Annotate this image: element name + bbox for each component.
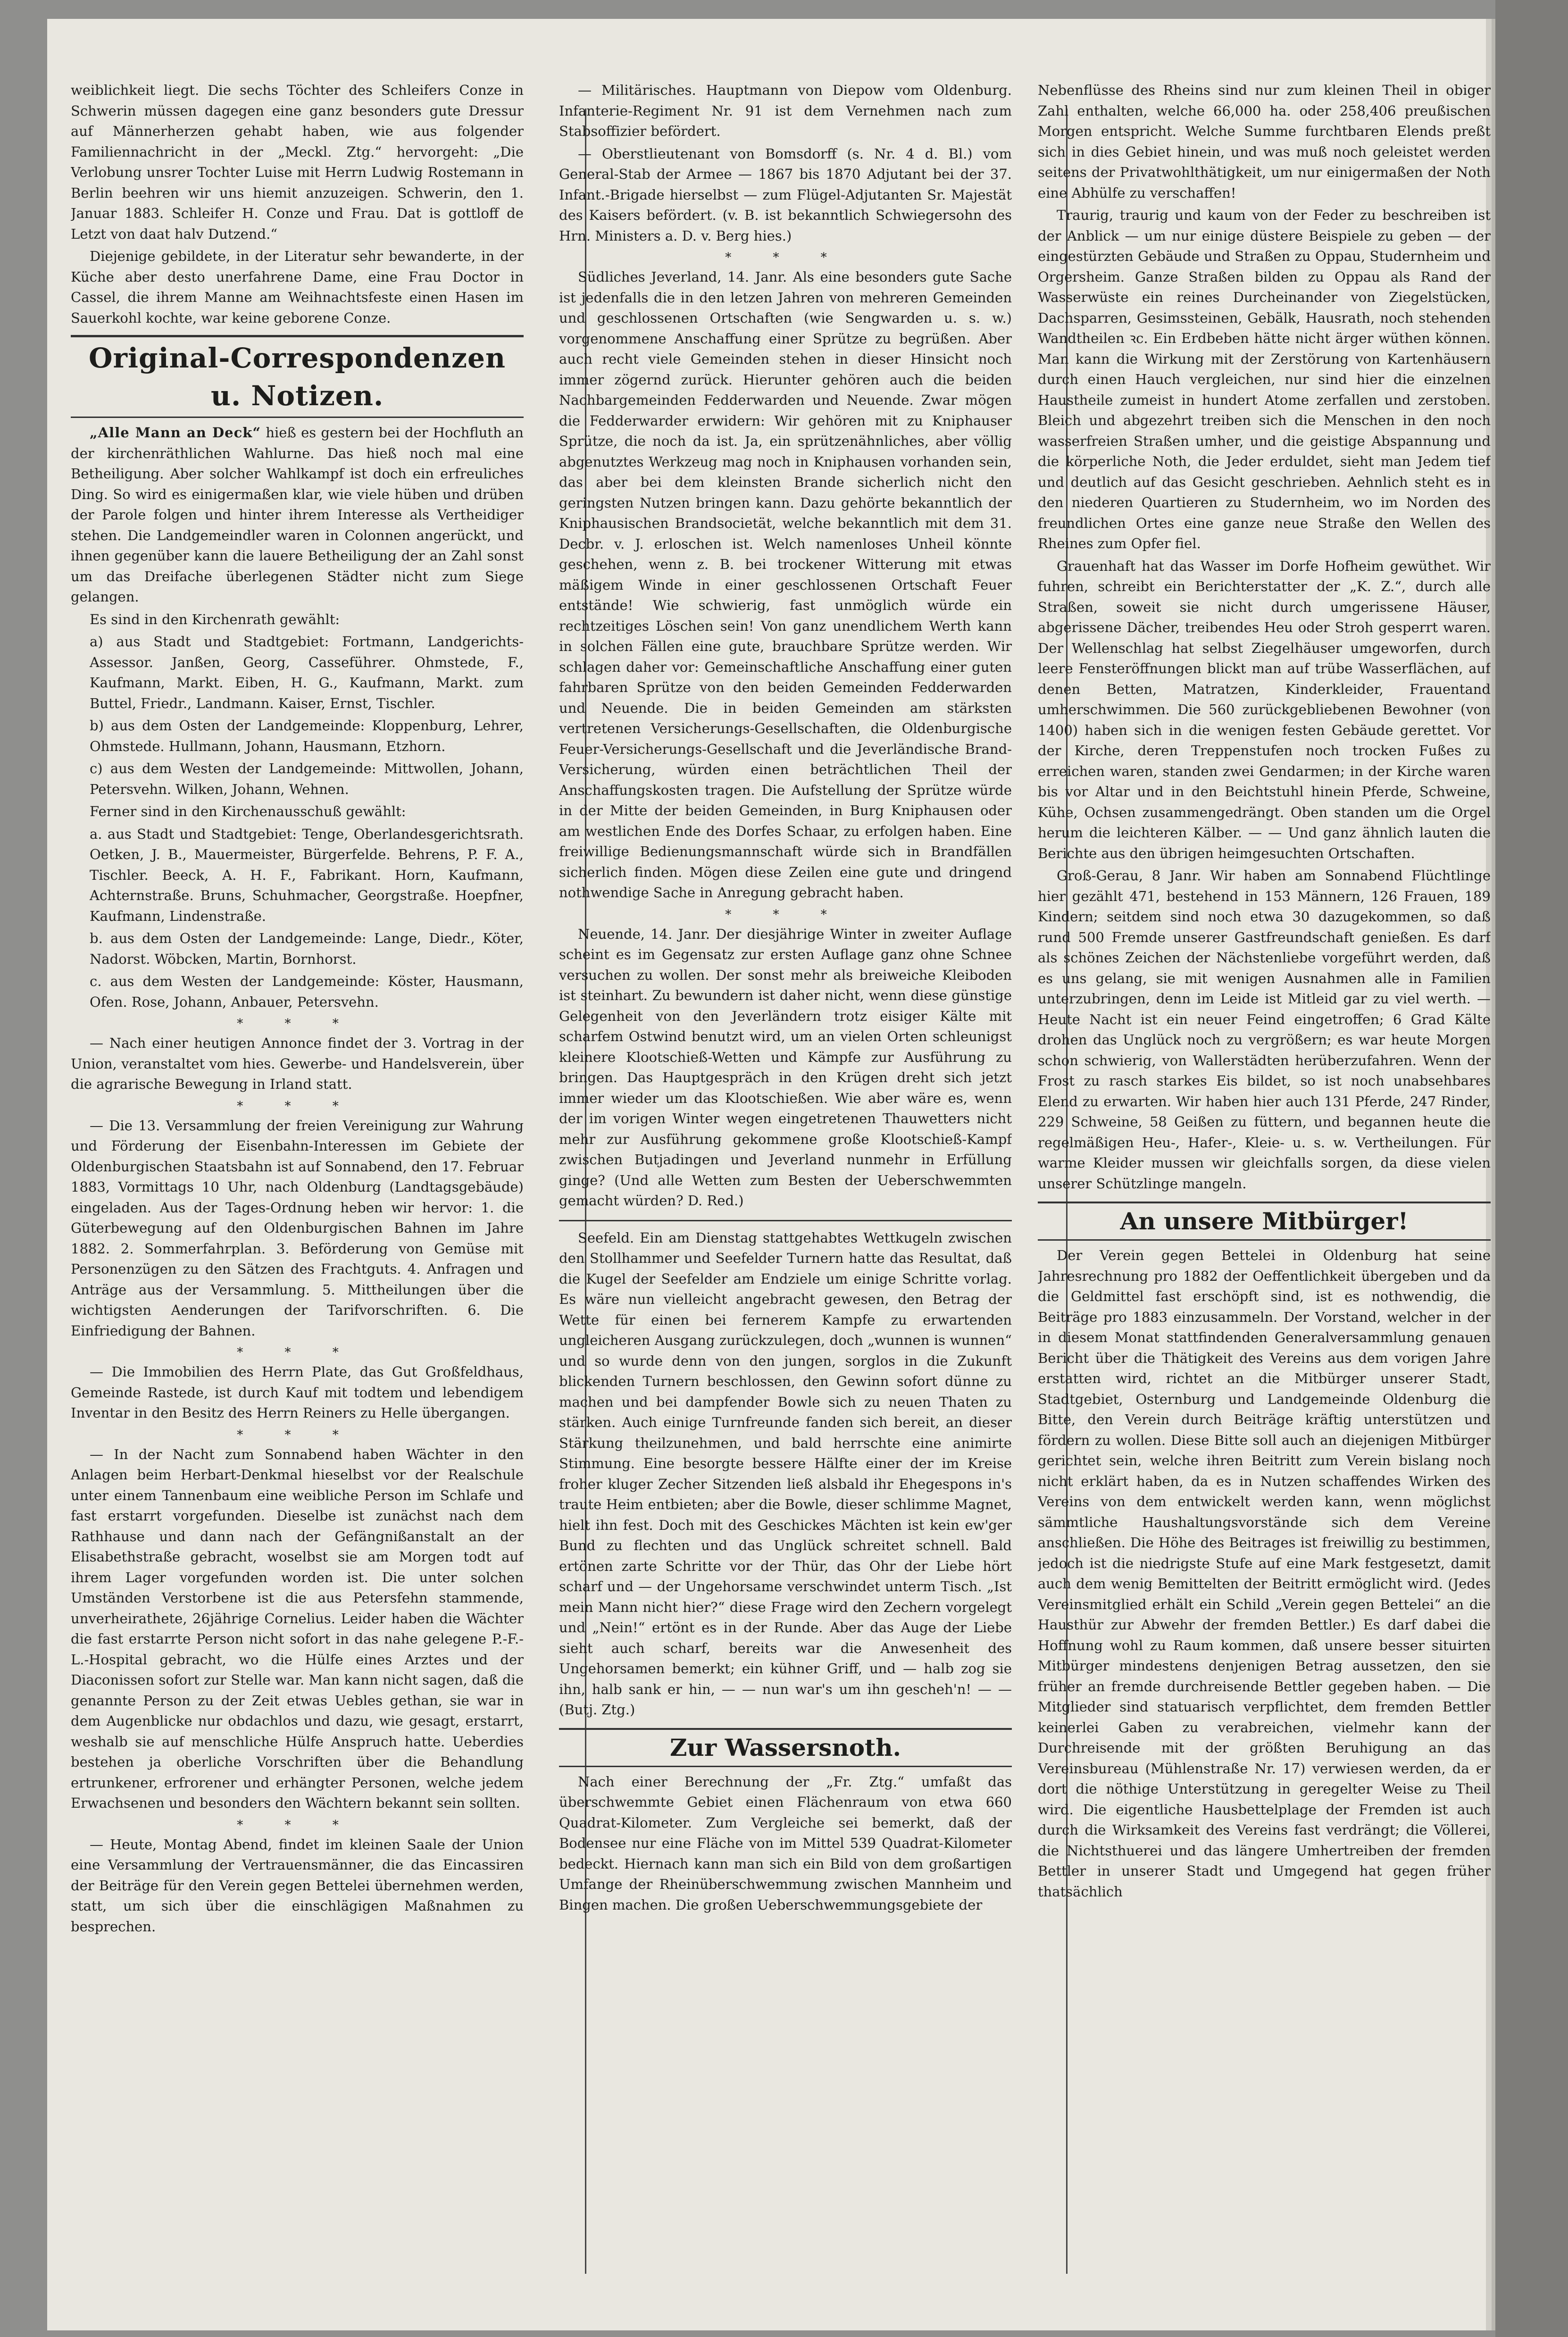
article-wahl-body: hieß es gestern bei der Hochfluth an der kirchenräthlichen Wahlurne. Das hieß noch mal eine Betheiligung. Aber solcher Wahlkampf ist doch ein erfreuliches Ding. So wird es einigermaßen klar, wie viele hüben und drüben der Parole folgen und hinter ihrem Interesse als Vertheidiger stehen. Die Landgemeindler waren in Colonnen angerückt, und ihnen gegenüber kann die lauere Betheiligung der an Zahl sonst um das Dreifache überlegenen Städter nicht zum Siege gelangen.	[71, 425, 524, 605]
article-immobilien: — Die Immobilien des Herrn Plate, das Gut Großfeldhaus, Gemeinde Rastede, ist durch Kauf mit todtem und lebendigem Inventar in den Besitz des Herrn Reiners zu Helle übergangen.	[71, 1364, 524, 1421]
article-conze-text-2: Diejenige gebildete, in der Literatur sehr bewanderte, in der Küche aber desto unerfahrene Dame, eine Frau Doctor in Cassel, die ihrem Manne am Weihnachtsfeste einen Hasen im Sauerkohl kochte, war keine geborene Conze.	[71, 248, 524, 326]
article-seefeld: Seefeld. Ein am Dienstag stattgehabtes Wettkugeln zwischen den Stollhammer und Seefelder Turnern hatte das Resultat, daß die Kugel der Seefelder am Endziele um einige Schritte vorlag. Es wäre nun vielleicht angebracht gewesen, den Betrag der Wette für einen bei fernerem Kampfe zu erwartenden ungleicheren Ausgang zurückzulegen, doch „wunnen is wunnen“ und so wurde denn von den jungen, sorglos in die Zukunft blickenden Turnern beschlossen, den Gewinn sofort dünne zu machen und bei dampfender Bowle sich zu neuen Thaten zu stärken. Auch einige Turnfreunde fanden sich bereit, an dieser Stärkung theilzunehmen, und bald herrschte eine animirte Stimmung. Eine besorgte bessere Hälfte einer der im Kreise froher kluger Zecher Sitzenden ließ alsbald ihr Ehegespons in's traute Heim entbieten; aber die Bowle, dieser schlimme Magnet, hielt ihn fest. Doch mit des Geschickes Mächten ist kein ew'ger Bund zu flechten und das Unglück schreitet schnell. Bald ertönen zarte Schritte vor der Thür, das Ohr der Liebe hört scharf und — der Ungehorsame verschwindet unterm Tisch. „Ist mein Mann nicht hier?“ diese Frage wird den Zechern vorgelegt und „Nein!“ ertönt es in der Runde. Aber das Auge der Liebe sieht auch scharf, bereits war die Anwesenheit des Ungehorsamen bemerkt; ein kühner Griff, und — halb zog sie ihn, halb sank er hin, — — nun war's um ihn gescheh'n! — — (Butj. Ztg.)	[559, 1229, 1012, 1718]
section-heading-wassersnoth: Zur Wassersnoth.	[559, 1728, 1012, 1767]
article-wahl-text	[71, 423, 524, 608]
article-jeverland: Südliches Jeverland, 14. Janr. Als eine besonders gute Sache ist jedenfalls die in den letzen Jahren von mehreren Gemeinden und geschlossenen Ortschaften (wie Sengwarden u. s. w.) vorgenommene Anschaffung einer Sprütze zu begrüßen. Aber auch recht viele Gemeinden stehen in dieser Hinsicht noch immer zögernd zurück. Hierunter gehören auch die beiden Nachbargemeinden Fedderwarden und Neuende. Zwar mögen die Fedderwarder erwidern: Wir gehören mit zu Kniphauser Sprütze, die noch da ist. Ja, ein sprützenähnliches, aber völlig abgenutztes Werkzeug mag noch in Kniphausen vorhanden sein, das aber bei dem kleinsten Brande sicherlich nicht den geringsten Nutzen bringen kann. Dazu gehörte bekanntlich der Kniphausischen Brandsocietät, welche bekanntlich mit dem 31. Decbr. v. J. erloschen ist. Welch namenloses Unheil könnte geschehen, wenn z. B. bei trockener Witterung mit etwas mäßigem Winde in einer geschlossenen Ortschaft Feuer entstände! Wie schwierig, fast unmöglich würde ein rechtzeitiges Löschen sein! Von ganz unendlichem Werth kann in solchen Fällen eine gute, brauchbare Sprütze werden. Wir schlagen daher vor: Gemeinschaftliche Anschaffung einer guten fahrbaren Sprütze von den beiden Gemeinden Fedderwarden und Neuende. Die in beiden Gemeinden am stärksten vertretenen Versicherungs-Gesellschaften, die Oldenburgische Feuer-Versicherungs-Gesellschaft und die Jeverländische Brand-Versicherung, würden einen beträchtlichen Theil der Anschaffungskosten tragen. Die Aufstellung der Sprütze würde in der Mitte der beiden Gemeinden, in Burg Kniphausen oder am westlichen Ende des Dorfes Schaar, zu erfolgen haben. Eine freiwillige Bedienungsmannschaft würde sich in Brandfällen sicherlich finden. Mögen diese Zeilen eine gute und dringend nothwendige Sache in Anregung gebracht haben.	[559, 269, 1012, 901]
election-item: c) aus dem Westen der Landgemeinde: Mittwollen, Johann, Petersvehn. Wilken, Johann, Wehnen.	[90, 760, 524, 797]
article-nacht: — In der Nacht zum Sonnabend haben Wächter in den Anlagen beim Herbart-Denkmal hieselbst vor der Realschule unter einem Tannenbaum eine weibliche Person im Schlafe und fast erstarrt vorgefunden. Dieselbe ist zunächst nach dem Rathhause und dann nach der Gefängnißanstalt an der Elisabethstraße gebracht, woselbst sie am Morgen todt auf ihrem Lager vorgefunden worden ist. Die unter solchen Umständen Verstorbene ist die aus Petersfehn stammende, unverheirathete, 26jährige Cornelius. Leider haben die Wächter die fast erstarrte Person nicht sofort in das nahe gelegene P.-F.-L.-Hospital gebracht, wo die Hülfe eines Arztes und der Diaconissen sofort zur Stelle war. Man kann nicht sagen, daß die genannte Person zu der Zeit etwas Uebles gethan, sie war in dem Augenblicke nur obdachlos und dazu, wie gesagt, erstarrt, weshalb sie auf menschliche Hülfe Anspruch hatte. Ueberdies bestehen ja oberliche Vorschriften über die Behandlung ertrunkener, erfrorener und erhängter Personen, welche jedem Erwachsenen und besonders den Wächtern bekannt sein sollten.	[71, 1446, 524, 1811]
article-versammlung: — Heute, Montag Abend, findet im kleinen Saale der Union eine Versammlung der Vertrauensmänner, die das Eincassiren der Beiträge für den Verein gegen Bettelei übernehmen werden, statt, um sich über die einschlägigen Maßnahmen zu besprechen.	[71, 1836, 524, 1935]
separator-stars: * * *	[237, 1818, 358, 1832]
section-heading-mitbuerger: An unsere Mitbürger!	[1038, 1202, 1491, 1241]
column-3	[1038, 80, 1491, 2309]
article-neuende: Neuende, 14. Janr. Der diesjährige Winter in zweiter Auflage scheint es im Gegensatz zur ersten Auflage ganz ohne Schnee versuchen zu wollen. Der sonst mehr als breiweiche Kleiboden ist steinhart. Zu bewundern ist daher nicht, wenn diese günstige Gelegenheit von den Jeverländern trotz eisiger Kälte mit scharfem Ostwind benutzt wird, um an vielen Orten schleunigst kleinere Klootschieß-Wetten und Kämpfe zur Ausführung zu bringen. Das Hauptgespräch in den Krügen dreht sich jetzt immer wieder um das Klootschießen. Wie aber wäre es, wenn der im vorigen Winter wegen eingetretenen Thauwetters nicht mehr zur Ausführung gekommene große Klootschieß-Kampf zwischen Butjadingen und Jeverland nunmehr in Erfüllung ginge? (Und alle Wetten zum Besten der Ueberschwemmten gemacht würden? D. Red.)	[559, 926, 1012, 1209]
article-hofheim: Grauenhaft hat das Wasser im Dorfe Hofheim gewüthet. Wir fuhren, schreibt ein Berichterstatter der „K. Z.“, durch alle Straßen, soweit sie nicht durch umgerissene Häuser, abgerissene Dächer, treibendes Heu oder Stroh gesperrt waren. Der Wellenschlag hat selbst Ziegelhäuser umgeworfen, durch leere Fensteröffnungen blickt man auf trübe Wasserflächen, auf denen Betten, Matratzen, Kinderkleider, Frauentand umherschwimmen. Die 560 zurückgebliebenen Bewohner (von 1400) haben sich in die wenigen festen Gebäude gerettet. Vor der Kirche, deren Treppenstufen noch trocken Fußes zu erreichen waren, standen zwei Gendarmen; in der Kirche waren bis vor Altar und in den Beichtstuhl hinein Pferde, Schweine, Kühe, Ochsen zusammengedrängt. Oben standen um die Orgel herum die leichteren Kälber. — — Und ganz ähnlich lauten die Berichte aus den übrigen heimgesuchten Ortschaften.	[1038, 558, 1491, 861]
separator-stars: * * *	[725, 250, 846, 265]
separator-stars: * * *	[237, 1345, 358, 1360]
article-wassersnoth-cont: Nebenflüsse des Rheins sind nur zum kleinen Theil in obiger Zahl enthalten, welche 66,000 ha. oder 258,406 preußischen Morgen entspricht. Welche Summe furchtbaren Elends preßt sich in dies Gebiet hinein, und was muß noch geleistet werden seitens der Privatwohlthätigkeit, um nur einigermaßen der Noth eine Abhülfe zu verschaffen!	[1038, 82, 1491, 201]
separator-stars: * * *	[237, 1427, 358, 1442]
separator-stars: * * *	[237, 1099, 358, 1113]
article-bettelei: Der Verein gegen Bettelei in Oldenburg hat seine Jahresrechnung pro 1882 der Oeffentlichkeit übergeben und da die Geldmittel fast erschöpft sind, ist es nothwendig, die Beiträge pro 1883 einzusammeln. Der Vorstand, welcher in der in diesem Monat stattfindenden Generalversammlung genauen Bericht über die Thätigkeit des Vereins aus dem vorigen Jahre erstatten wird, richtet an die Mitbürger unserer Stadt, Stadtgebiet, Osternburg und Landgemeinde Oldenburg die Bitte, den Verein durch Beiträge kräftig unterstützen und fördern zu wollen. Diese Bitte soll auch an diejenigen Mitbürger gerichtet sein, welche ihren Beitritt zum Verein bislang noch nicht erklärt haben, da es in Nutzen schaffendes Wirken des Vereins von dem entwickelt werden kann, wenn möglichst sämmtliche Haushaltungsvorstände sich dem Vereine anschließen. Die Höhe des Beitrages ist freiwillig zu bestimmen, jedoch ist die niedrigste Stufe auf eine Mark festgesetzt, damit auch dem wenig Bemittelten der Beitritt ermöglicht wird. (Jedes Vereinsmitglied erhält ein Schild „Verein gegen Bettelei“ an die Hausthür zur Abwehr der fremden Bettler.) Es darf dabei die Hoffnung wohl zu Raum kommen, daß unsere besser situirten Mitbürger mindestens denjenigen Betrag aussetzen, den sie früher an fremde durchreisende Bettler gegeben haben. — Die Mitglieder sind statuarisch verpflichtet, dem fremden Bettler keinerlei Gaben zu verabreichen, vielmehr kann der Durchreisende mit der größten Beruhigung an das Vereinsbureau (Mühlenstraße Nr. 17) verwiesen werden, da er dort die nöthige Unterstützung in geregelter Weise zu Theil wird. Die eigentliche Hausbettelplage der Fremden ist auch durch die Wirksamkeit des Vereins fast verdrängt; die Völlerei, die Nichtsthuerei und das längere Umhertreiben der fremden Bettler in unserer Stadt und Umgegend hat gegen früher thatsächlich	[1038, 1247, 1491, 1900]
separator-stars: * * *	[725, 907, 846, 922]
separator-stars: * * *	[237, 1017, 358, 1031]
committee-intro: Ferner sind in den Kirchenausschuß gewählt:	[90, 803, 406, 819]
article-vortrag: — Nach einer heutigen Annonce findet der 3. Vortrag in der Union, veranstaltet vom hies. Gewerbe- und Handelsverein, über die agrarische Bewegung in Irland statt.	[71, 1035, 524, 1092]
committee-item: b. aus dem Osten der Landgemeinde: Lange, Diedr., Köter, Nadorst. Wöbcken, Martin, Bornhorst.	[90, 930, 524, 967]
article-conze-text: weiblichkeit liegt. Die sechs Töchter des Schleifers Conze in Schwerin müssen dagegen eine ganz besonders gute Dressur auf Männerherzen gehabt haben, wie aus folgender Familiennachricht in der „Meckl. Ztg.“ hervorgeht: „Die Verlobung unsrer Tochter Luise mit Herrn Ludwig Rostemann in Berlin beehren wir uns hiemit anzuzeigen. Schwerin, den 1. Januar 1883. Schleifer H. Conze und Frau. Dat is gottloff de Letzt von daat halv Dutzend.“	[71, 82, 524, 242]
article-eisenbahn: — Die 13. Versammlung der freien Vereinigung zur Wahrung und Förderung der Eisenbahn-Interessen im Gebiete der Oldenburgischen Staatsbahn ist auf Sonnabend, den 17. Februar 1883, Vormittags 10 Uhr, nach Oldenburg (Landtagsgebäude) eingeladen. Aus der Tages-Ordnung heben wir hervor: 1. die Güterbewegung auf den Oldenburgischen Bahnen im Jahre 1882. 2. Sommerfahrplan. 3. Beförderung von Gemüse mit Personenzügen zu den Sätzen des Frachtguts. 4. Anfragen und Anträge aus der Versammlung. 5. Mittheilungen über die wichtigsten Aenderungen der Tarifvorschriften. 6. Die Einfriedigung der Bahnen.	[71, 1117, 524, 1339]
election-list	[71, 609, 524, 1013]
election-intro: Es sind in den Kirchenrath gewählt:	[90, 611, 340, 627]
election-item: a) aus Stadt und Stadtgebiet: Fortmann, Landgerichts-Assessor. Janßen, Georg, Casseführer. Ohmstede, F., Kaufmann, Markt. Eiben, H. G., Kaufmann, Markt. zum Buttel, Friedr., Landmann. Kaiser, Ernst, Tischler.	[90, 634, 524, 711]
section-heading-correspondenzen: Original-Correspondenzen u. Notizen.	[71, 335, 524, 418]
column-2	[559, 80, 1012, 2309]
divider	[559, 1220, 1012, 1221]
article-gross-gerau: Groß-Gerau, 8 Janr. Wir haben am Sonnabend Flüchtlinge hier gezählt 471, bestehend in 153 Männern, 126 Frauen, 189 Kindern; seitdem sind noch etwa 30 dazugekommen, so daß rund 500 Fremde unserer Gastfreundschaft genießen. Es darf als schönes Zeichen der Nächstenliebe vorgeführt werden, daß es uns gelang, sie mit wenigen Ausnahmen alle in Familien unterzubringen, denn im Leide ist Mitleid gar zu viel werth. — Heute Nacht ist ein neuer Feind eingetroffen; 6 Grad Kälte drohen das Unglück noch zu vergrößern; es war heute Morgen schon schwierig, von Wallerstädten herüberzufahren. Wenn der Frost zu rasch starkes Eis bildet, so ist noch unabsehbares Elend zu erwarten. Wir haben hier auch 131 Pferde, 247 Rinder, 229 Schweine, 58 Geißen zu füttern, und begannen heute die regelmäßigen Heu-, Hafer-, Kleie- u. s. w. Vertheilungen. Für warme Kleider mussen wir gleichfalls sorgen, da diese vielen unserer Schützlinge mangeln.	[1038, 868, 1491, 1192]
article-bomsdorff: — Oberstlieutenant von Bomsdorff (s. Nr. 4 d. Bl.) vom General-Stab der Armee — 1867 bis 1870 Adjutant bei der 37. Infant.-Brigade hierselbst — zum Flügel-Adjutanten Sr. Majestät des Kaisers befördert. (v. B. ist bekanntlich Schwiegersohn des Hrn. Ministers a. D. v. Berg hies.)	[559, 145, 1012, 244]
article-wahl-keyword: „Alle Mann an Deck“	[90, 425, 261, 441]
article-oppau: Traurig, traurig und kaum von der Feder zu beschreiben ist der Anblick — um nur einige düstere Beispiele zu geben — der eingestürzten Gebäude und Straßen zu Oppau, Studernheim und Orgersheim. Ganze Straßen bilden zu Oppau als Rand der Wasserwüste ein reines Durcheinander von Ziegelstücken, Dachsparren, Gesimssteinen, Gebälk, Hausrath, noch stehenden Wandtheilen ꝛc. Ein Erdbeben hätte nicht ärger wüthen können. Man kann die Wirkung mit der Zerstörung von Kartenhäusern durch einen Hauch vergleichen, nur sind hier die einzelnen Haustheile zumeist in hundert Atome zerfallen und zerstoben. Bleich und abgezehrt treiben sich die Menschen in den noch wasserfreien Straßen umher, und die geistige Abspannung und die körperliche Noth, die Jeder erduldet, sieht man Jedem tief und deutlich auf das Gesicht geschrieben. Aehnlich steht es in den niederen Quartieren zu Studernheim, wo im Norden des freundlichen Ortes eine ganze neue Straße den Wellen des Rheines zum Opfer fiel.	[1038, 207, 1491, 551]
election-item: b) aus dem Osten der Landgemeinde: Kloppenburg, Lehrer, Ohmstede. Hullmann, Johann, Hausmann, Etzhorn.	[90, 718, 524, 754]
page-edge	[1495, 0, 1568, 2337]
committee-item: c. aus dem Westen der Landgemeinde: Köster, Hausmann, Ofen. Rose, Johann, Anbauer, Petersvehn.	[90, 973, 524, 1010]
article-militaerisches: — Militärisches. Hauptmann von Diepow vom Oldenburg. Infanterie-Regiment Nr. 91 ist dem Vernehmen nach zum Stabsoffizier befördert.	[559, 82, 1012, 139]
committee-item: a. aus Stadt und Stadtgebiet: Tenge, Oberlandesgerichtsrath. Oetken, J. B., Mauermeister, Bürgerfelde. Behrens, P. F. A., Tischler. Beeck, A. H. F., Fabrikant. Horn, Kaufmann, Achternstraße. Bruns, Schuhmacher, Georgstraße. Hoepfner, Kaufmann, Lindenstraße.	[90, 826, 524, 924]
column-1	[71, 80, 524, 2309]
article-wassersnoth: Nach einer Berechnung der „Fr. Ztg.“ umfaßt das überschwemmte Gebiet einen Flächenraum von etwa 660 Quadrat-Kilometer. Zum Vergleiche sei bemerkt, daß der Bodensee nur eine Fläche von im Mittel 539 Quadrat-Kilometer bedeckt. Hiernach kann man sich ein Bild von dem großartigen Umfange der Rheinüberschwemmung zwischen Mannheim und Bingen machen. Die großen Ueberschwemmungsgebiete der	[559, 1773, 1012, 1913]
